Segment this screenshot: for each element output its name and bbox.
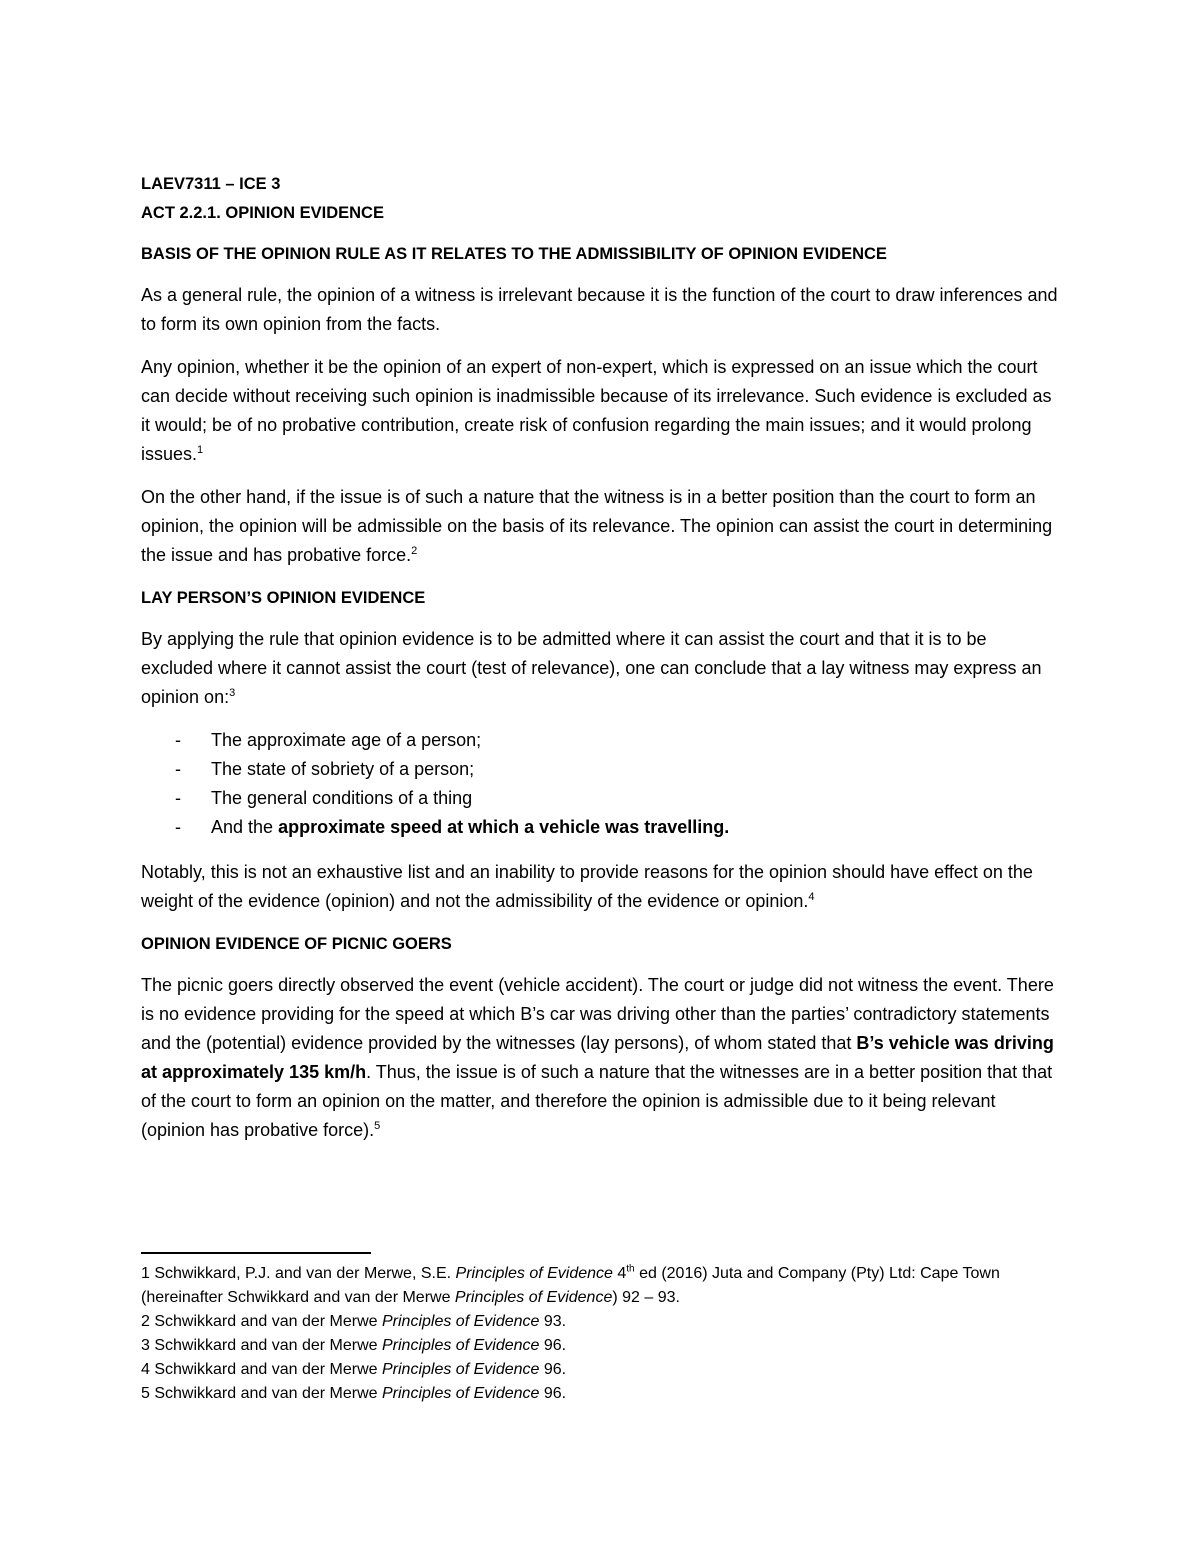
- footnote-text: 5 Schwikkard and van der Merwe: [141, 1385, 382, 1402]
- footnote-text: 96.: [539, 1337, 567, 1354]
- footnote-book-title: Principles of Evidence: [454, 1289, 613, 1306]
- dash-bullet: -: [175, 788, 181, 808]
- footnote-ref[interactable]: 4: [808, 891, 815, 903]
- list-item-text: The general conditions of a thing: [211, 788, 473, 808]
- footnote-2: [141, 1310, 1061, 1334]
- footnote-text: 96.: [539, 1385, 567, 1402]
- paragraph-bold-text: B’s vehicle was driving at approximately 135 km/h: [141, 1033, 1054, 1082]
- paragraph-other-hand: [141, 483, 1061, 570]
- footnote-superscript: th: [626, 1263, 635, 1275]
- footnote-text: 4: [612, 1265, 627, 1282]
- footnote-ref[interactable]: 2: [411, 545, 418, 557]
- list-item: [141, 755, 1061, 784]
- footnote-ref[interactable]: 3: [229, 687, 236, 699]
- list-item-text: The state of sobriety of a person;: [211, 759, 475, 779]
- footnote-text: 2 Schwikkard and van der Merwe: [141, 1313, 382, 1330]
- footnote-text: 96.: [539, 1361, 567, 1378]
- footnote-text: ) 92 – 93.: [612, 1289, 680, 1306]
- footnote-text: 93.: [539, 1313, 567, 1330]
- paragraph-text: Notably, this is not an exhaustive list and an inability to provide reasons for the opinion should have effect on the weight of the evidence (opinion) and not the admissibility of the evidence or opinion.: [141, 862, 1033, 911]
- activity-heading: ACT 2.2.1. OPINION EVIDENCE: [141, 204, 384, 222]
- footnote-3: [141, 1334, 1061, 1358]
- dash-bullet: -: [175, 759, 181, 779]
- paragraph-picnic-goers: [141, 971, 1061, 1145]
- list-item-text: The approximate age of a person;: [211, 730, 482, 750]
- paragraph-text: By applying the rule that opinion evidence is to be admitted where it can assist the court and that it is to be excluded where it cannot assist the court (test of relevance), one can conclude that a lay witness may express an opinion on:: [141, 629, 1042, 707]
- paragraph-text: Any opinion, whether it be the opinion of an expert of non-expert, which is expressed on an issue which the court can decide without receiving such opinion is inadmissible because of its irrelevance. Such evidence is excluded as it would; be of no probative contribution, create risk of confusion regarding the main issues; and it would prolong issues.: [141, 357, 1052, 464]
- footnote-text: 1 Schwikkard, P.J. and van der Merwe, S.E.: [141, 1265, 456, 1282]
- paragraph-any-opinion: [141, 353, 1061, 469]
- paragraph-applying-rule: [141, 625, 1061, 712]
- footnotes-section: [141, 1252, 1061, 1406]
- paragraph-notably: [141, 858, 1061, 916]
- footnote-ref[interactable]: 5: [374, 1120, 381, 1132]
- footnote-separator: [141, 1252, 371, 1254]
- footnote-5: [141, 1382, 1061, 1406]
- list-item: [141, 813, 1061, 842]
- footnote-text: ed (2016) Juta and Company (Pty) Ltd: Cape Town (hereinafter Schwikkard and van der Merwe: [141, 1265, 1005, 1306]
- footnote-1: [141, 1262, 1061, 1310]
- footnote-book-title: Principles of Evidence: [382, 1385, 540, 1402]
- paragraph-general-rule: [141, 281, 1061, 339]
- lay-opinion-list: [141, 726, 1061, 842]
- dash-bullet: -: [175, 730, 181, 750]
- course-code-heading: LAEV7311 – ICE 3: [141, 175, 281, 193]
- paragraph-text: On the other hand, if the issue is of such a nature that the witness is in a better position than the court to form an opinion, the opinion will be admissible on the basis of its relevance. The opinion can assist the court in determining the issue and has probative force.: [141, 487, 1053, 565]
- document-body: [141, 170, 1061, 1159]
- paragraph-text: As a general rule, the opinion of a witness is irrelevant because it is the function of the court to draw inferences and to form its own opinion from the facts.: [141, 285, 1058, 334]
- section-heading-lay-person: LAY PERSON’S OPINION EVIDENCE: [141, 589, 426, 607]
- list-item: [141, 784, 1061, 813]
- footnote-book-title: Principles of Evidence: [455, 1265, 613, 1282]
- paragraph-text: . Thus, the issue is of such a nature that the witnesses are in a better position that that of the court to form an opinion on the matter, and therefore the opinion is admissible due to it being relevant (opinion has probative force).: [141, 1062, 1053, 1140]
- list-item-bold-text: approximate speed at which a vehicle was travelling.: [278, 817, 730, 837]
- section-heading-picnic-goers: OPINION EVIDENCE OF PICNIC GOERS: [141, 935, 452, 953]
- paragraph-text: The picnic goers directly observed the event (vehicle accident). The court or judge did not witness the event. There is no evidence providing for the speed at which B’s car was driving other than the parties’ contradictory statements and the (potential) evidence provided by the witnesses (lay persons), of whom stated that: [141, 975, 1054, 1053]
- footnote-text: 3 Schwikkard and van der Merwe: [141, 1337, 382, 1354]
- footnote-text: 4 Schwikkard and van der Merwe: [141, 1361, 382, 1378]
- dash-bullet: -: [175, 817, 181, 837]
- section-heading-basis: BASIS OF THE OPINION RULE AS IT RELATES TO THE ADMISSIBILITY OF OPINION EVIDENCE: [141, 245, 887, 263]
- footnote-book-title: Principles of Evidence: [382, 1313, 540, 1330]
- footnote-4: [141, 1358, 1061, 1382]
- list-item-text: And the: [211, 817, 279, 837]
- footnote-book-title: Principles of Evidence: [382, 1361, 540, 1378]
- list-item: [141, 726, 1061, 755]
- footnote-ref[interactable]: 1: [197, 444, 204, 456]
- footnote-book-title: Principles of Evidence: [382, 1337, 540, 1354]
